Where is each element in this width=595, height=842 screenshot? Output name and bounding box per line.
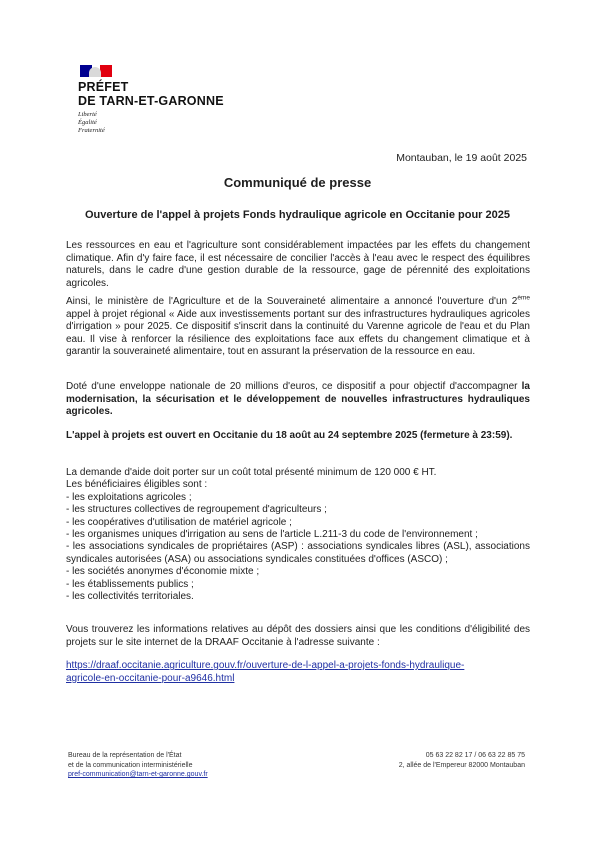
paragraph-call-announcement: [66, 296, 530, 359]
footer-contact-right: [399, 751, 525, 770]
beneficiary-item: - les exploitations agricoles ;: [66, 491, 192, 503]
paragraph-call-dates: L'appel à projets est ouvert en Occitanie du 18 août au 24 septembre 2025 (fermeture à 23:59).: [66, 430, 513, 441]
date-line: Montauban, le 19 août 2025: [396, 152, 527, 164]
footer-phone: 05 63 22 82 17 / 06 63 22 85 75: [425, 752, 525, 759]
para3-bold-text: la modernisation, la sécurisation et le développement de nouvelles infrastructures hydrauliques agricoles.: [66, 381, 530, 417]
beneficiaries-intro: Les bénéficiaires éligibles sont :: [66, 479, 208, 491]
footer-contact-left: [68, 751, 208, 780]
motto-liberte: Liberté: [78, 111, 97, 118]
beneficiary-item: - les collectivités territoriales.: [66, 591, 194, 603]
press-release-subtitle: Ouverture de l'appel à projets Fonds hydraulique agricole en Occitanie pour 2025: [84, 209, 510, 221]
para2-text-start: Ainsi, le ministère de l'Agriculture et de la Souveraineté alimentaire a annoncé l'ouverture d'un 2: [66, 296, 518, 307]
prefecture-line-1: PRÉFET: [78, 80, 129, 94]
prefecture-name: [78, 80, 224, 108]
footer-office-line-1: Bureau de la représentation de l'État: [68, 752, 182, 759]
beneficiary-item: - les établissements publics ;: [66, 578, 194, 590]
eligibility-section: [66, 467, 530, 603]
draaf-link[interactable]: [66, 660, 530, 685]
prefecture-line-2: DE TARN-ET-GARONNE: [78, 94, 224, 108]
republic-motto: [78, 111, 105, 135]
draaf-link-line-2[interactable]: agricole-en-occitanie-pour-a9646.html: [66, 672, 235, 684]
footer-address: 2, allée de l'Empereur 82000 Montauban: [398, 761, 525, 769]
document-title: Communiqué de presse: [223, 175, 372, 190]
minimum-cost-line: La demande d'aide doit porter sur un coût total présenté minimum de 120 000 € HT.: [66, 467, 437, 478]
beneficiary-item: - les sociétés anonymes d'économie mixte ;: [66, 566, 260, 578]
motto-egalite: Égalité: [78, 119, 97, 126]
paragraph-budget: [66, 381, 530, 419]
para2-superscript: ème: [517, 294, 530, 302]
footer-email-link[interactable]: pref-communication@tarn-et-garonne.gouv.fr: [68, 771, 208, 778]
beneficiary-item: - les coopératives d'utilisation de matériel agricole ;: [66, 516, 292, 528]
para3-normal-text: Doté d'une enveloppe nationale de 20 millions d'euros, ce dispositif a pour objectif d'accompagner: [66, 381, 522, 392]
para2-text-end: appel à projet régional « Aide aux investissements portant sur des infrastructures hydrauliques agricoles d'irrigation » pour 2025. Ce dispositif s'inscrit dans la continuité du Varenne agricole de l'eau et du Plan eau. Il vise à renforcer la résilience des exploitations face aux effets du changement climatique et à garantir la souveraineté alimentaire, tout en assurant la préservation de la ressource en eau.: [66, 308, 530, 357]
paragraph-more-info: Vous trouverez les informations relatives au dépôt des dossiers ainsi que les conditions d'éligibilité des projets sur le site internet de la DRAAF Occitanie à l'adresse suivante :: [66, 624, 530, 648]
marianne-flag-logo: [80, 65, 112, 77]
beneficiary-item: - les associations syndicales de propriétaires (ASP) : associations syndicales libres (ASL), associations syndicales autorisées (ASA) ou associations syndicales constituées d'offices (ASCO) ;: [66, 541, 530, 565]
footer-office-line-2: et de la communication interministérielle: [68, 761, 193, 769]
motto-fraternite: Fraternité: [78, 127, 105, 134]
draaf-link-line-1[interactable]: https://draaf.occitanie.agriculture.gouv.fr/ouverture-de-l-appel-a-projets-fonds-hydraulique-: [66, 660, 465, 671]
beneficiary-item: - les organismes uniques d'irrigation au sens de l'article L.211-3 du code de l'environnement ;: [66, 529, 478, 541]
paragraph-intro: Les ressources en eau et l'agriculture sont considérablement impactées par les effets du changement climatique. Afin d'y faire face, il est nécessaire de concilier l'accès à l'eau avec le respect des équilibres naturels, dans le cadre d'une gestion durable de la ressource, gage de pérennité des exploitations agricoles.: [66, 240, 530, 289]
beneficiary-item: - les structures collectives de regroupement d'agriculteurs ;: [66, 504, 327, 516]
